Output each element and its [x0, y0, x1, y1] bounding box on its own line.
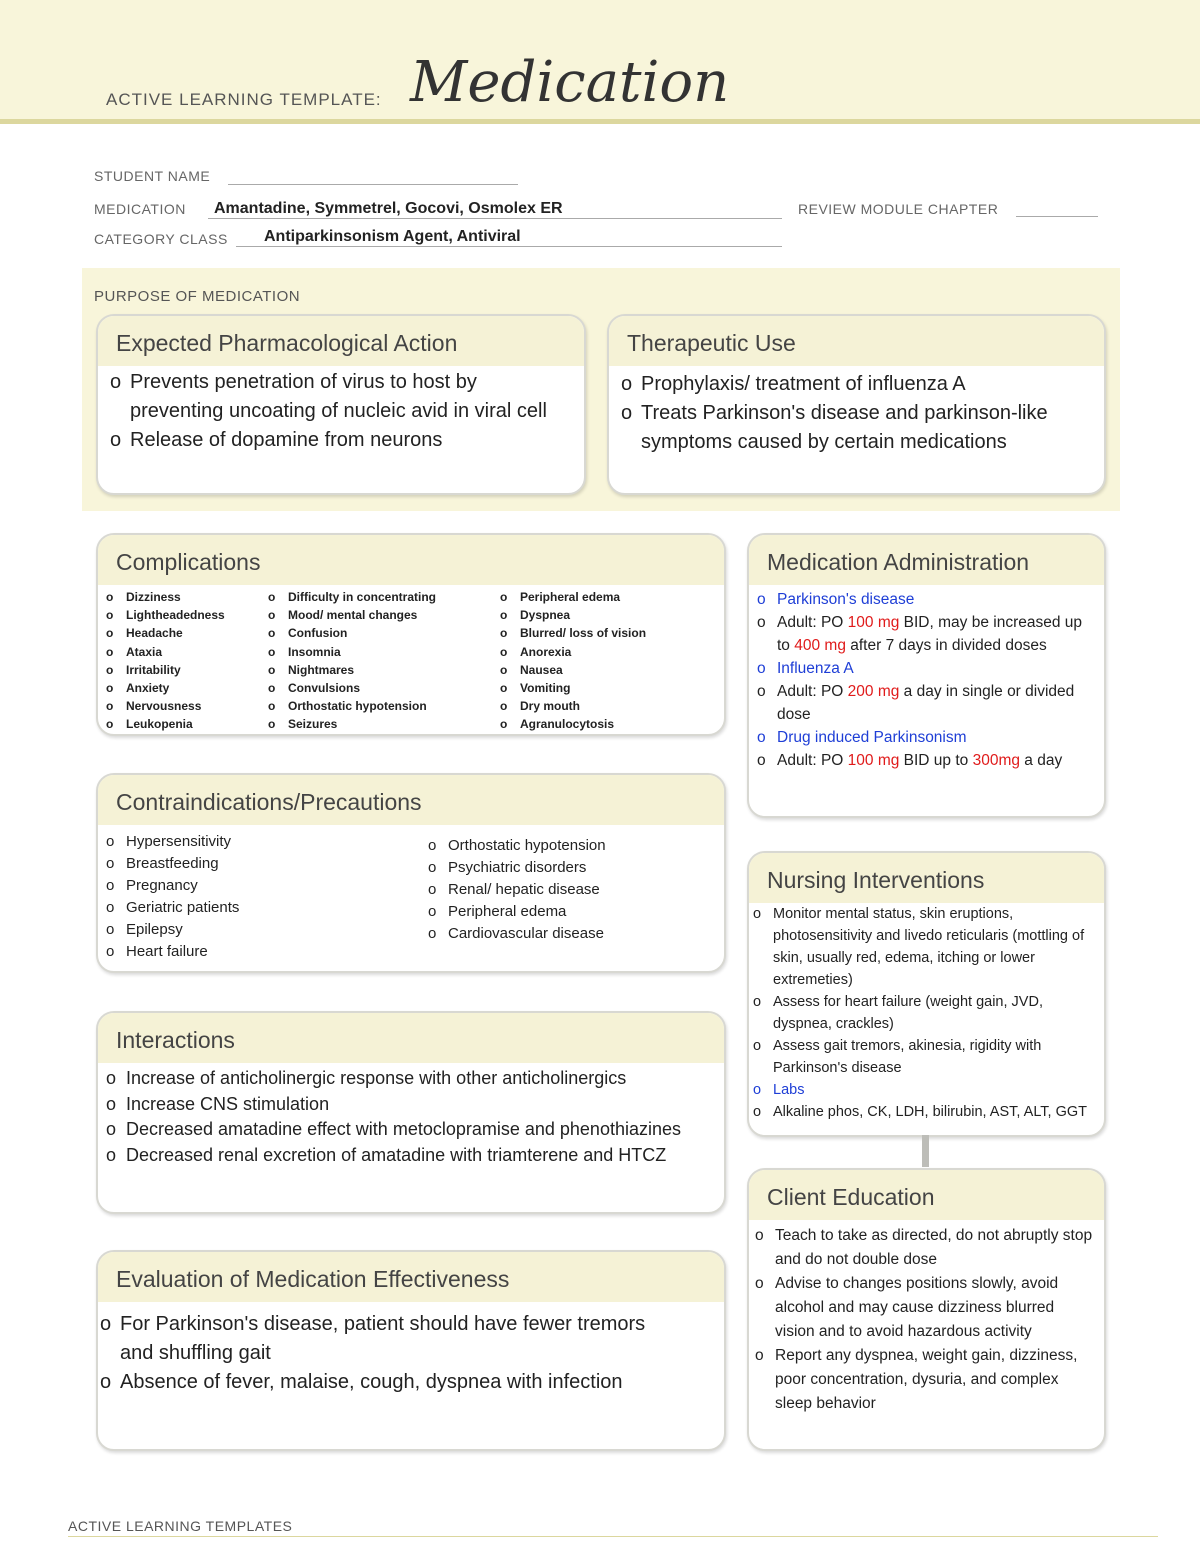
dose-text: BID up to [899, 752, 973, 769]
list-item: o Insomnia [268, 643, 500, 661]
dose-text: after 7 days in divided doses [845, 637, 1047, 654]
complications-col-1 [106, 588, 268, 734]
administration-list [757, 588, 1096, 772]
list-item: o Renal/ hepatic disease [428, 879, 708, 901]
medication-label: MEDICATION [94, 201, 186, 217]
list-item: o Dizziness [106, 588, 268, 606]
list-item: o Lightheadedness [106, 606, 268, 624]
education-card [747, 1168, 1106, 1451]
list-item: o Nausea [500, 661, 710, 679]
dose-value: 100 mg [847, 614, 900, 631]
interactions-title: Interactions [98, 1013, 724, 1063]
drug-induced-heading [757, 726, 1096, 749]
list-item: o For Parkinson's disease, patient should have fewer tremors and shuffling gait [100, 1310, 684, 1368]
nursing-list [753, 903, 1098, 1123]
therapeutic-use-card [607, 314, 1106, 495]
list-item: o Orthostatic hypotension [268, 697, 500, 715]
category-class-label: CATEGORY CLASS [94, 231, 228, 247]
list-item: o Peripheral edema [500, 588, 710, 606]
nursing-title: Nursing Interventions [749, 853, 1104, 903]
list-item: o Assess gait tremors, akinesia, rigidity with Parkinson's disease [753, 1035, 1098, 1079]
list-item: o Convulsions [268, 679, 500, 697]
review-module-line [1016, 216, 1098, 217]
interactions-list [106, 1066, 700, 1168]
list-item: o Treats Parkinson's disease and parkinson-like symptoms caused by certain medications [621, 399, 1092, 457]
complications-col-2 [268, 588, 500, 734]
education-title: Client Education [749, 1170, 1104, 1220]
parkinsons-heading [757, 588, 1096, 611]
list-item: o Absence of fever, malaise, cough, dyspnea with infection [100, 1368, 684, 1397]
dose-text: a day in single or divided dose [777, 683, 1075, 723]
student-name-label: STUDENT NAME [94, 168, 211, 184]
list-item [757, 680, 1096, 726]
list-item: o Decreased amatadine effect with metoclopramise and phenothiazines [106, 1117, 700, 1143]
therapeutic-use-list [621, 370, 1092, 457]
list-item: o Increase of anticholinergic response with other anticholinergics [106, 1066, 700, 1092]
dose-text: Adult: PO [777, 614, 848, 631]
connector-bar [922, 1135, 929, 1167]
evaluation-title: Evaluation of Medication Effectiveness [98, 1252, 724, 1302]
list-item: o Dry mouth [500, 697, 710, 715]
nursing-card [747, 851, 1106, 1137]
list-item: o Release of dopamine from neurons [110, 426, 572, 455]
footer-label: ACTIVE LEARNING TEMPLATES [68, 1518, 293, 1534]
list-item: o Confusion [268, 624, 500, 642]
list-item: o Pregnancy [106, 875, 428, 897]
list-item: o Advise to changes positions slowly, avoid alcohol and may cause dizziness blurred vision and to avoid hazardous activity [755, 1272, 1098, 1344]
expected-action-card [96, 314, 586, 495]
administration-title: Medication Administration [749, 535, 1104, 585]
medication-field[interactable]: Amantadine, Symmetrel, Gocovi, Osmolex ER [214, 200, 563, 217]
category-class-field[interactable]: Antiparkinsonism Agent, Antiviral [264, 228, 521, 245]
contraindications-card [96, 773, 726, 973]
list-item: o Irritability [106, 661, 268, 679]
list-item: o Leukopenia [106, 715, 268, 733]
page-title: Medication [410, 50, 730, 115]
list-item: o Mood/ mental changes [268, 606, 500, 624]
template-label: ACTIVE LEARNING TEMPLATE: [106, 90, 382, 109]
dose-text: Adult: PO [777, 683, 848, 700]
interactions-card [96, 1011, 726, 1214]
list-item: o Alkaline phos, CK, LDH, bilirubin, AST, ALT, GGT [753, 1101, 1098, 1123]
list-item: o Breastfeeding [106, 853, 428, 875]
administration-card [747, 533, 1106, 818]
list-item: o Headache [106, 624, 268, 642]
list-item: o Dyspnea [500, 606, 710, 624]
dose-text: BID, may be increased up to [777, 614, 1083, 654]
parkinsons-heading-text: Parkinson's disease [777, 591, 915, 608]
list-item: o Difficulty in concentrating [268, 588, 500, 606]
list-item: o Prophylaxis/ treatment of influenza A [621, 370, 1092, 399]
drug-induced-heading-text: Drug induced Parkinsonism [777, 729, 967, 746]
medication-line [208, 218, 782, 219]
list-item: o Monitor mental status, skin eruptions, photosensitivity and livedo reticularis (mottling of skin, usually red, edema, itching or lower extremeties) [753, 903, 1098, 991]
list-item: o Peripheral edema [428, 901, 708, 923]
list-item: o Blurred/ loss of vision [500, 624, 710, 642]
education-list [755, 1224, 1098, 1416]
list-item [757, 749, 1096, 772]
list-item: o Agranulocytosis [500, 715, 710, 733]
therapeutic-use-title: Therapeutic Use [609, 316, 1104, 366]
list-item: o Geriatric patients [106, 897, 428, 919]
evaluation-list [100, 1310, 684, 1397]
list-item: o Psychiatric disorders [428, 857, 708, 879]
list-item: o Ataxia [106, 643, 268, 661]
contraindications-col-1 [106, 831, 428, 963]
dose-value: 300mg [972, 752, 1020, 769]
contraindications-title: Contraindications/Precautions [98, 775, 724, 825]
list-item: o Report any dyspnea, weight gain, dizziness, poor concentration, dysuria, and complex sleep behavior [755, 1344, 1098, 1416]
list-item: o Vomiting [500, 679, 710, 697]
contraindications-col-2 [428, 831, 708, 963]
category-class-line [236, 246, 782, 247]
list-item: o Anxiety [106, 679, 268, 697]
influenza-heading-text: Influenza A [777, 660, 854, 677]
labs-heading: o Labs [753, 1079, 1098, 1101]
complications-col-3 [500, 588, 710, 734]
dose-text: a day [1020, 752, 1063, 769]
list-item: o Epilepsy [106, 919, 428, 941]
footer-divider [68, 1536, 1158, 1537]
list-item: o Nervousness [106, 697, 268, 715]
complications-card [96, 533, 726, 736]
influenza-heading [757, 657, 1096, 680]
list-item: o Seizures [268, 715, 500, 733]
expected-action-title: Expected Pharmacological Action [98, 316, 584, 366]
list-item: o Anorexia [500, 643, 710, 661]
expected-action-list [110, 368, 572, 455]
list-item: o Nightmares [268, 661, 500, 679]
list-item: o Assess for heart failure (weight gain, JVD, dyspnea, crackles) [753, 991, 1098, 1035]
list-item: o Cardiovascular disease [428, 923, 708, 945]
student-name-line [228, 184, 518, 185]
purpose-label: PURPOSE OF MEDICATION [94, 288, 301, 305]
list-item [757, 611, 1096, 657]
list-item: o Increase CNS stimulation [106, 1092, 700, 1118]
dose-value: 200 mg [847, 683, 900, 700]
review-module-label: REVIEW MODULE CHAPTER [798, 201, 999, 217]
list-item: o Teach to take as directed, do not abruptly stop and do not double dose [755, 1224, 1098, 1272]
list-item: o Decreased renal excretion of amatadine with triamterene and HTCZ [106, 1143, 700, 1169]
complications-title: Complications [98, 535, 724, 585]
list-item: o Hypersensitivity [106, 831, 428, 853]
list-item: o Orthostatic hypotension [428, 835, 708, 857]
dose-value: 400 mg [794, 637, 846, 654]
dose-value: 100 mg [847, 752, 900, 769]
list-item: o Prevents penetration of virus to host by preventing uncoating of nucleic avid in viral cell [110, 368, 572, 426]
dose-text: Adult: PO [777, 752, 848, 769]
list-item: o Heart failure [106, 941, 428, 963]
evaluation-card [96, 1250, 726, 1451]
